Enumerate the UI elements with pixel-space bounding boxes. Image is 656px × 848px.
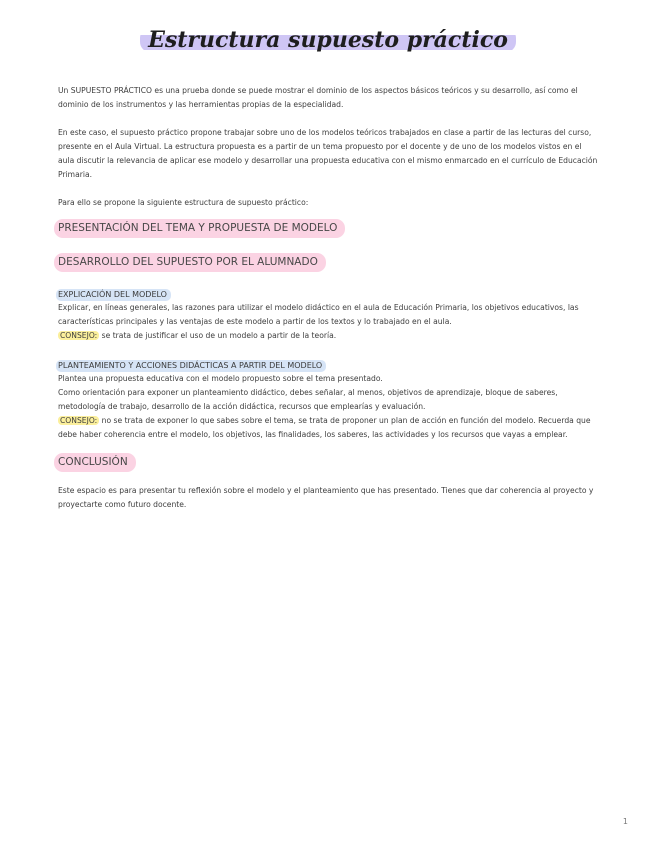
- tip-paragraph-1: [58, 329, 598, 343]
- tip-text-1: se trata de justificar el uso de un modelo a partir de la teoría.: [99, 331, 337, 340]
- tip-label-2: CONSEJO:: [60, 416, 98, 425]
- section-heading-desarrollo: DESARROLLO DEL SUPUESTO POR EL ALUMNADO: [54, 253, 326, 272]
- subsection-text-planteamiento-1: Plantea una propuesta educativa con el modelo propuesto sobre el tema presentado.: [58, 374, 383, 383]
- section-desarrollo: [58, 250, 598, 272]
- document-body: [58, 84, 598, 512]
- subsection-heading-explicacion: EXPLICACIÓN DEL MODELO: [56, 289, 171, 301]
- title-area: [0, 28, 656, 52]
- page-title: Estructura supuesto práctico: [140, 28, 516, 52]
- conclusion-text: Este espacio es para presentar tu reflexión sobre el modelo y el planteamiento que has presentado. Tienes que dar coherencia al proyecto y proyectarte como futuro docente.: [58, 486, 594, 509]
- section-conclusion: [58, 450, 598, 472]
- subsection-explicacion: [58, 282, 598, 343]
- intro-paragraph-3: Para ello se propone la siguiente estructura de supuesto práctico:: [58, 198, 309, 207]
- section-presentacion: [58, 216, 598, 238]
- subsection-heading-planteamiento: PLANTEAMIENTO Y ACCIONES DIDÁCTICAS A PARTIR DEL MODELO: [56, 360, 326, 372]
- section-heading-presentacion: PRESENTACIÓN DEL TEMA Y PROPUESTA DE MODELO: [54, 219, 345, 238]
- page-number: 1: [622, 817, 628, 826]
- tip-text-2: no se trata de exponer lo que sabes sobre el tema, se trata de proponer un plan de acción en función del modelo. Recuerda que debe haber coherencia entre el modelo, los objetivos, las finalidades, los saberes, las actividades y los recursos que vayas a emplear.: [58, 416, 591, 439]
- intro-paragraph-1: Un SUPUESTO PRÁCTICO es una prueba donde se puede mostrar el dominio de los aspectos básicos teóricos y su desarrollo, así como el dominio de los instrumentos y las herramientas propias de la especialidad.: [58, 86, 578, 109]
- tip-paragraph-2: [58, 414, 598, 442]
- subsection-planteamiento: [58, 353, 598, 442]
- tip-label-1: CONSEJO:: [60, 331, 98, 340]
- subsection-text-explicacion: Explicar, en líneas generales, las razones para utilizar el modelo didáctico en el aula de Educación Primaria, los objetivos educativos, las características principales y las ventajas de este modelo a partir de los textos y lo trabajado en el aula.: [58, 303, 579, 326]
- section-heading-conclusion: CONCLUSIÓN: [54, 453, 136, 472]
- intro-paragraph-2: En este caso, el supuesto práctico propone trabajar sobre uno de los modelos teóricos trabajados en clase a partir de las lecturas del curso, presente en el Aula Virtual. La estructura propuesta es a partir de un tema propuesto por el docente y de uno de los modelos vistos en el aula discutir la relevancia de aplicar ese modelo y desarrollar una propuesta educativa con el mismo enmarcado en el currículo de Educación Primaria.: [58, 128, 598, 179]
- subsection-text-planteamiento-2: Como orientación para exponer un planteamiento didáctico, debes señalar, al menos, objetivos de aprendizaje, bloque de saberes, metodología de trabajo, desarrollo de la acción didáctica, recursos que emplearías y evaluación.: [58, 388, 558, 411]
